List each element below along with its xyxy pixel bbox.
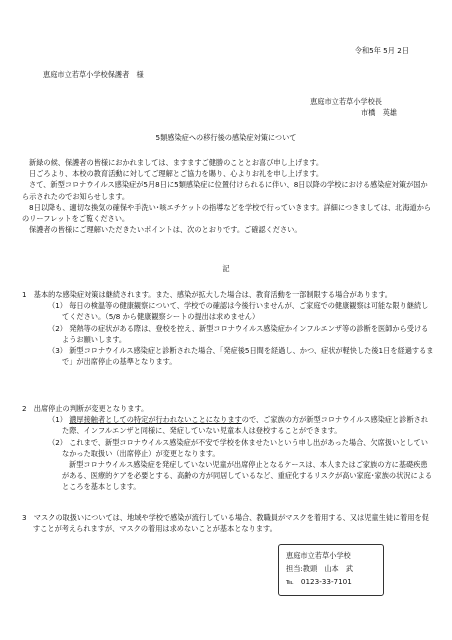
underlined-text: 濃厚接触者としての特定が行われないことになります <box>69 415 242 425</box>
item-1-rest: ので、ご家族の方が新型コロナウイルス感染症と診断された際、インフルエンザと同様に、発症していない児童本人は登校することができます。 <box>62 415 429 436</box>
section-2 <box>22 403 434 493</box>
document-date: 令和5年 5月 2日 <box>354 46 409 55</box>
section-3 <box>22 512 434 534</box>
section-2-item: （2） これまで、新型コロナウイルス感染症が不安で学校を休ませたいという申し出があった場合、欠席扱いとしていなかった取扱い（出席停止）が変更となります。 <box>48 437 428 458</box>
intro-line: さて、新型コロナウイルス感染症が5月8日に5類感染症に位置付けられるに伴い、8日以降の学校における感染症対策が国から示されたのでお知らせします。 <box>22 180 428 201</box>
intro-line: 保護者の皆様にご理解いただきたいポイントは、次のとおりです。ご確認ください。 <box>29 225 302 235</box>
intro-line: 8日以降も、適切な換気の確保や手洗い･咳エチケットの指導などを学校で行っていきます。詳細につきましては、北海道からのリーフレットをご覧ください。 <box>22 202 432 224</box>
sender-school: 恵庭市立若草小学校長 <box>310 97 382 106</box>
section-1-item: （3） 新型コロナウイルス感染症と診断された場合、「発症後5日間を経過し、かつ、症状が軽快した後1日を経過するまで」が出席停止の基準となります。 <box>48 346 434 367</box>
item-1-prefix: （1） <box>48 415 70 425</box>
ki-heading: 記 <box>222 264 230 273</box>
section-2-heading: 2 出席停止の判断が変更となります。 <box>22 404 149 413</box>
intro-line: 日ごろより、本校の教育活動に対してご理解とご協力を賜り、心よりお礼を申し上げます。 <box>29 169 324 179</box>
contact-box <box>278 544 384 596</box>
section-1-item: （2） 発熱等の症状がある際は、登校を控え、新型コロナウイルス感染症かインフルエンザ等の診断を医師から受けるようお願いします。 <box>48 323 429 344</box>
section-2-item-continuation: 新型コロナウイルス感染症を発症していない児童が出席停止となるケースは、本人またはご家族の方に基礎疾患がある、医療的ケアを必要とする、高齢の方が同居しているなど、重症化するリスクが高い家庭･家族の状況によるところを基本とします。 <box>62 460 433 492</box>
section-2-item <box>22 414 434 436</box>
document-subject: 5類感染症への移行後の感染症対策について <box>155 133 297 142</box>
section-1-item: （1） 毎日の検温等の健康観察について、学校での確認は今後行いませんが、ご家庭での健康観察は可能な限り継続してください。（5/8 から健康観察シートの提出は求めません） <box>48 301 429 322</box>
contact-tel: ℡ 0123-33-7101 <box>286 577 352 586</box>
intro-paragraphs <box>22 157 432 235</box>
addressee: 恵庭市立若草小学校保護者 様 <box>43 70 144 79</box>
section-3-heading: 3 マスクの取扱いについては、地域や学校で感染が流行している場合、教職員がマスクを着用する、又は児童生徒に着用を促すことが考えられますが、マスクの着用は求めないことが基本となります。 <box>22 513 429 534</box>
contact-school: 恵庭市立若草小学校 <box>286 551 351 560</box>
intro-line: 新緑の候、保護者の皆様におかれましては、ますますご健勝のこととお喜び申し上げます。 <box>29 158 324 167</box>
sender-principal: 市橋 英雄 <box>361 108 397 117</box>
section-1 <box>22 289 434 367</box>
section-1-heading: 1 基本的な感染症対策は継続されます。また、感染が拡大した場合は、教育活動を一部制限する場合があります。 <box>22 290 392 299</box>
contact-person: 担当:教頭 山本 武 <box>286 564 354 573</box>
